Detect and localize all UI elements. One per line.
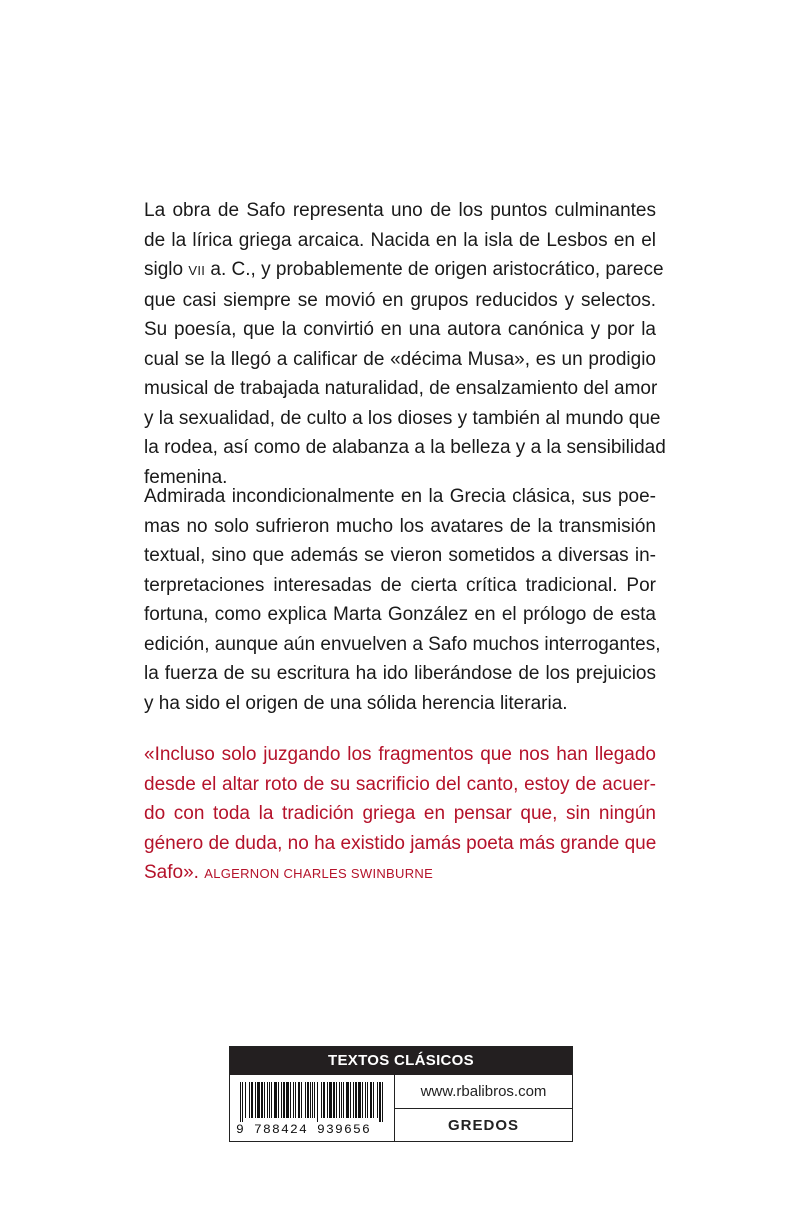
text-line: edición, aunque aún envuelven a Safo muchos interrogantes, [144,633,661,655]
text-line: terpretaciones interesadas de cierta crítica tradicional. Por [144,574,656,596]
text-line: Admirada incondicionalmente en la Grecia clásica, sus poe- [144,486,656,507]
description-paragraph-2 [144,482,661,718]
quote-line: género de duda, no ha existido jamás poeta más grande que [144,832,657,854]
text-line: de la lírica griega arcaica. Nacida en la isla de Lesbos en el [144,229,656,251]
isbn-digits: 9 788424 939656 [236,1122,372,1137]
publisher-footer [229,1046,573,1142]
text-line: que casi siempre se movió en grupos reducidos y selectos. [144,289,656,311]
text-line: y ha sido el origen de una sólida herencia literaria. [144,692,568,714]
text-line: cual se la llegó a calificar de «décima Musa», es un prodigio [144,348,656,370]
text-line: musical de trabajada naturalidad, de ensalzamiento del amor [144,378,658,399]
text-line: Su poesía, que la convirtió en una autora canónica y por la [144,319,656,340]
barcode-bars [236,1082,388,1122]
quote-line: Safo». ALGERNON CHARLES SWINBURNE [144,862,434,883]
barcode [230,1075,395,1141]
century-numeral: VII [188,263,206,278]
text-line: la rodea, así como de alabanza a la belleza y a la sensibilidad [144,437,666,458]
text-line: mas no solo sufrieron mucho los avatares de la transmisión [144,515,656,537]
description-paragraph-1 [144,196,666,492]
text-line: femenina. [144,466,228,488]
text-line: siglo VII a. C., y probablemente de origen aristocrático, parece [144,259,664,280]
quote-line: do con toda la tradición griega en pensar que, sin ningún [144,803,656,824]
text-line: y la sexualidad, de culto a los dioses y también al mundo que [144,407,661,429]
text-line: textual, sino que además se vieron sometidos a diversas in- [144,545,656,566]
quote-line: desde el altar roto de su sacrificio del canto, estoy de acuer- [144,773,656,795]
text-line: la fuerza de su escritura ha ido liberándose de los prejuicios [144,663,656,684]
text-line: fortuna, como explica Marta González en el prólogo de esta [144,604,656,625]
series-label: TEXTOS CLÁSICOS [230,1047,572,1075]
quote-author: ALGERNON CHARLES SWINBURNE [204,866,434,881]
quote-line: «Incluso solo juzgando los fragmentos que nos han llegado [144,744,656,765]
website-link[interactable]: www.rbalibros.com [395,1075,572,1109]
swinburne-quote [144,740,656,889]
text-line: La obra de Safo representa uno de los puntos culminantes [144,200,656,221]
publisher-name: GREDOS [447,1116,519,1134]
